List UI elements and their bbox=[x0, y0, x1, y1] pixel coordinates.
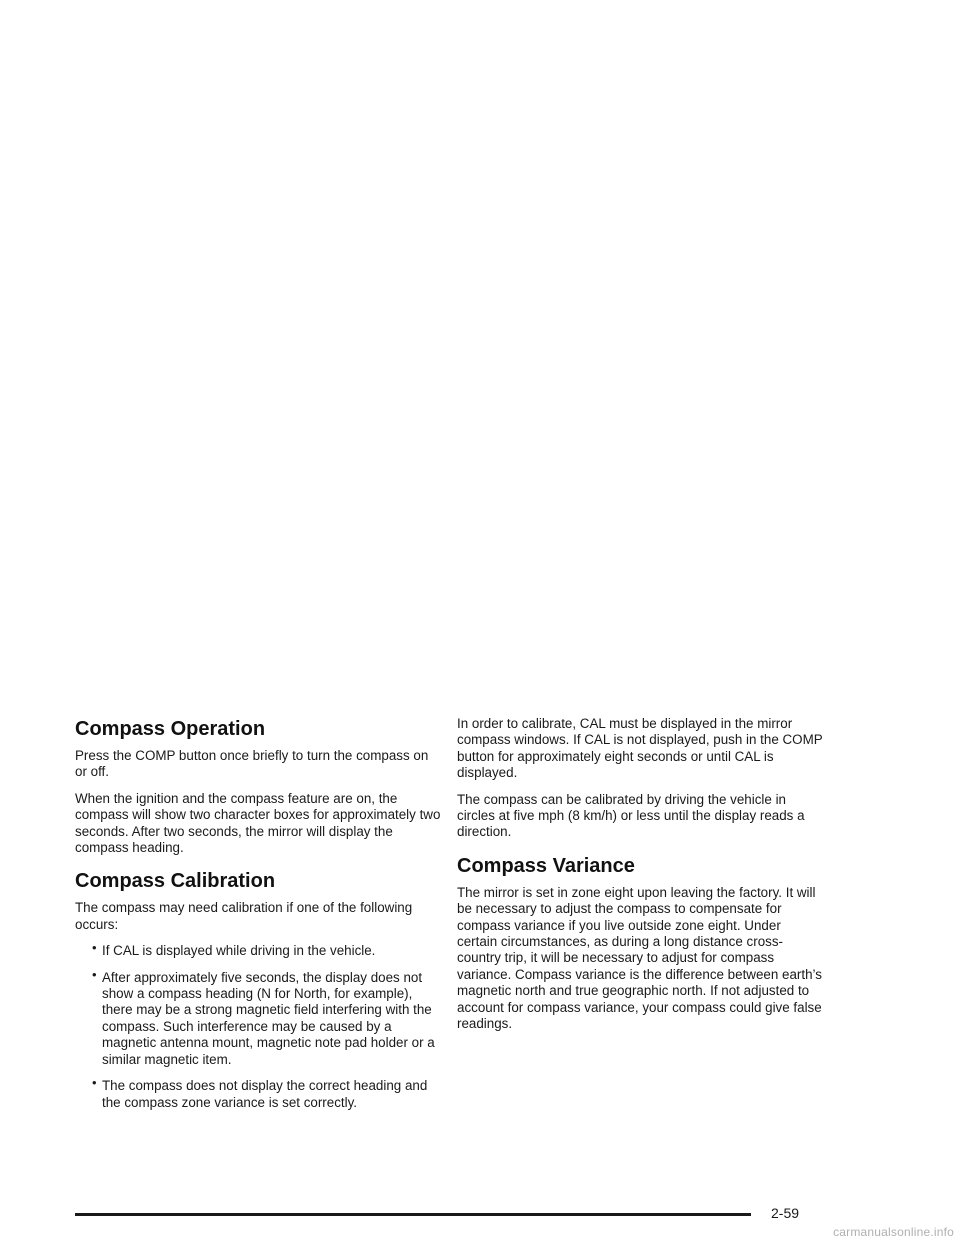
right-column bbox=[457, 716, 823, 1043]
left-column bbox=[75, 716, 441, 1121]
calibrate-paragraph-1: In order to calibrate, CAL must be displayed in the mirror compass windows. If CAL is not displayed, push in the COMP button for approximately eight seconds or until CAL is displayed. bbox=[457, 716, 823, 781]
list-item bbox=[75, 1075, 441, 1111]
compass-variance-heading: Compass Variance bbox=[457, 854, 635, 877]
page-number: 2-59 bbox=[771, 1205, 800, 1221]
watermark-text: carmanualsonline.info bbox=[833, 1225, 954, 1239]
calibration-intro: The compass may need calibration if one of the following occurs: bbox=[75, 900, 413, 932]
bullet-icon: • bbox=[92, 940, 97, 956]
bullet-icon: • bbox=[92, 1075, 97, 1091]
list-item bbox=[75, 940, 441, 959]
bullet-icon: • bbox=[92, 966, 97, 982]
calibration-conditions-list bbox=[75, 940, 441, 1111]
operation-paragraph-2: When the ignition and the compass feature are on, the compass will show two character boxes for approximately two seconds. After two seconds, the mirror will display the compass heading. bbox=[75, 790, 441, 856]
list-item-text: If CAL is displayed while driving in the vehicle. bbox=[102, 943, 376, 959]
list-item-text: The compass does not display the correct heading and the compass zone variance is set correctly. bbox=[102, 1078, 428, 1110]
list-item-text: After approximately five seconds, the display does not show a compass heading (N for North, for example), there may be a strong magnetic field interfering with the compass. Such interference may be caused by a magnetic antenna mount, magnetic note pad holder or a similar magnetic item. bbox=[102, 969, 435, 1067]
footer-rule bbox=[75, 1213, 751, 1216]
compass-calibration-heading: Compass Calibration bbox=[75, 870, 276, 893]
compass-operation-heading: Compass Operation bbox=[75, 718, 266, 740]
calibrate-paragraph-2: The compass can be calibrated by driving the vehicle in circles at five mph (8 km/h) or less until the display reads a direction. bbox=[457, 791, 805, 840]
variance-paragraph: The mirror is set in zone eight upon leaving the factory. It will be necessary to adjust the compass to compensate for compass variance if you live outside zone eight. Under certain circumstances, as during a long distance cross-country trip, it will be necessary to adjust for compass variance. Compass variance is the difference between earth’s magnetic north and true geographic north. If not adjusted to account for compass variance, your compass could give false readings. bbox=[457, 884, 822, 1032]
list-item bbox=[75, 966, 441, 1068]
operation-paragraph-1: Press the COMP button once briefly to turn the compass on or off. bbox=[75, 748, 429, 780]
